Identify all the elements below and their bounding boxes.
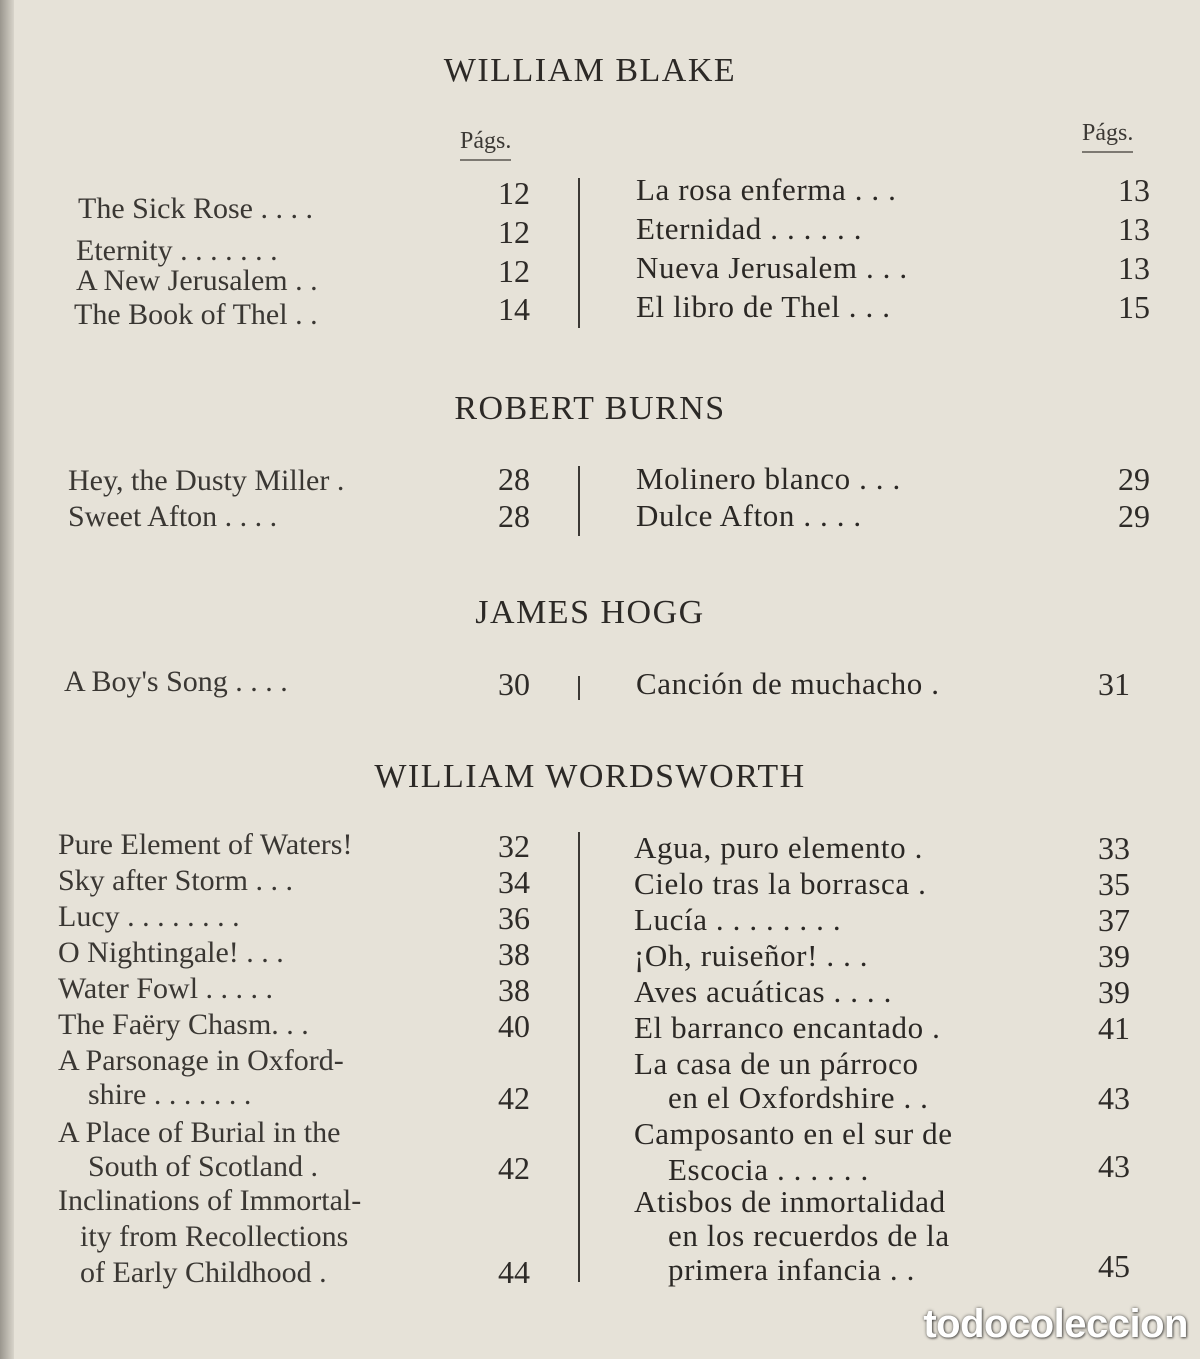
english-title: Hey, the Dusty Miller . [68,464,345,497]
english-page-number: 42 [498,1150,530,1186]
english-page-number: 12 [498,214,530,250]
column-divider [578,676,580,700]
spanish-title: Molinero blanco . . . [636,461,901,496]
english-page-number: 34 [498,864,530,900]
english-title: A Place of Burial in the [58,1116,341,1149]
english-title: Water Fowl . . . . . [58,972,274,1005]
spanish-page-number: 43 [1098,1148,1130,1184]
english-page-number: 40 [498,1008,530,1044]
section-title-william-wordsworth: WILLIAM WORDSWORTH [374,758,806,795]
spanish-page-number: 37 [1098,902,1130,938]
english-page-number: 36 [498,900,530,936]
spanish-title: Agua, puro elemento . [634,830,923,865]
column-divider [578,178,580,328]
english-title: Sweet Afton . . . . [68,500,278,533]
english-title: A New Jerusalem . . [76,264,318,297]
spanish-page-number: 13 [1118,250,1150,286]
spanish-title: Canción de muchacho . [636,666,940,701]
spanish-page-number: 13 [1118,172,1150,208]
pags-label-left: Págs. [460,128,511,161]
english-page-number: 12 [498,253,530,289]
spanish-title: ¡Oh, ruiseñor! . . . [634,938,869,973]
spanish-title: Nueva Jerusalem . . . [636,250,908,285]
spanish-title: Escocia . . . . . . [668,1152,869,1187]
spanish-page-number: 41 [1098,1010,1130,1046]
english-page-number: 38 [498,972,530,1008]
spanish-page-number: 43 [1098,1080,1130,1116]
spanish-title: La rosa enferma . . . [636,172,897,207]
english-title: South of Scotland . [88,1150,318,1183]
spanish-title: Lucía . . . . . . . . [634,902,842,937]
spanish-title: Camposanto en el sur de [634,1116,953,1151]
english-title: of Early Childhood . [80,1256,327,1289]
english-page-number: 28 [498,498,530,534]
spanish-title: Atisbos de inmortalidad [634,1184,946,1219]
spanish-page-number: 29 [1118,461,1150,497]
spanish-title: La casa de un párroco [634,1046,919,1081]
spanish-title: El barranco encantado . [634,1010,941,1045]
spanish-page-number: 15 [1118,289,1150,325]
english-page-number: 14 [498,291,530,327]
english-title: shire . . . . . . . [88,1078,252,1111]
section-title-robert-burns: ROBERT BURNS [454,390,726,427]
spanish-page-number: 29 [1118,498,1150,534]
column-divider [578,832,580,1282]
english-title: ity from Recollections [80,1220,349,1253]
spanish-title: Dulce Afton . . . . [636,498,862,533]
spanish-title: Aves acuáticas . . . . [634,974,892,1009]
english-title: A Parsonage in Oxford- [58,1044,344,1077]
english-title: The Book of Thel . . [74,298,318,331]
pags-label-right: Págs. [1082,120,1133,153]
spanish-title: en el Oxfordshire . . [668,1080,929,1115]
spanish-page-number: 33 [1098,830,1130,866]
spanish-page-number: 31 [1098,666,1130,702]
english-title: Eternity . . . . . . . [76,234,278,267]
english-page-number: 42 [498,1080,530,1116]
spanish-title: Cielo tras la borrasca . [634,866,927,901]
watermark-logo: todocoleccion [923,1302,1188,1346]
spanish-page-number: 39 [1098,938,1130,974]
spanish-page-number: 35 [1098,866,1130,902]
english-title: The Faëry Chasm. . . [58,1008,309,1041]
english-page-number: 32 [498,828,530,864]
english-page-number: 30 [498,666,530,702]
spanish-title: primera infancia . . [668,1252,915,1287]
column-divider [578,466,580,536]
english-title: Inclinations of Immortal- [58,1184,362,1217]
english-title: The Sick Rose . . . . [78,192,313,225]
english-page-number: 12 [498,175,530,211]
spanish-title: Eternidad . . . . . . [636,211,863,246]
english-page-number: 28 [498,461,530,497]
spanish-page-number: 39 [1098,974,1130,1010]
spanish-page-number: 13 [1118,211,1150,247]
spanish-page-number: 45 [1098,1248,1130,1284]
english-title: Lucy . . . . . . . . [58,900,240,933]
section-title-james-hogg: JAMES HOGG [475,594,705,631]
english-title: Pure Element of Waters! [58,828,353,861]
english-title: Sky after Storm . . . [58,864,293,897]
spanish-title: en los recuerdos de la [668,1218,950,1253]
section-title-william-blake: WILLIAM BLAKE [443,52,737,89]
english-page-number: 44 [498,1254,530,1290]
english-title: A Boy's Song . . . . [64,665,288,698]
english-title: O Nightingale! . . . [58,936,284,969]
english-page-number: 38 [498,936,530,972]
spanish-title: El libro de Thel . . . [636,289,891,324]
